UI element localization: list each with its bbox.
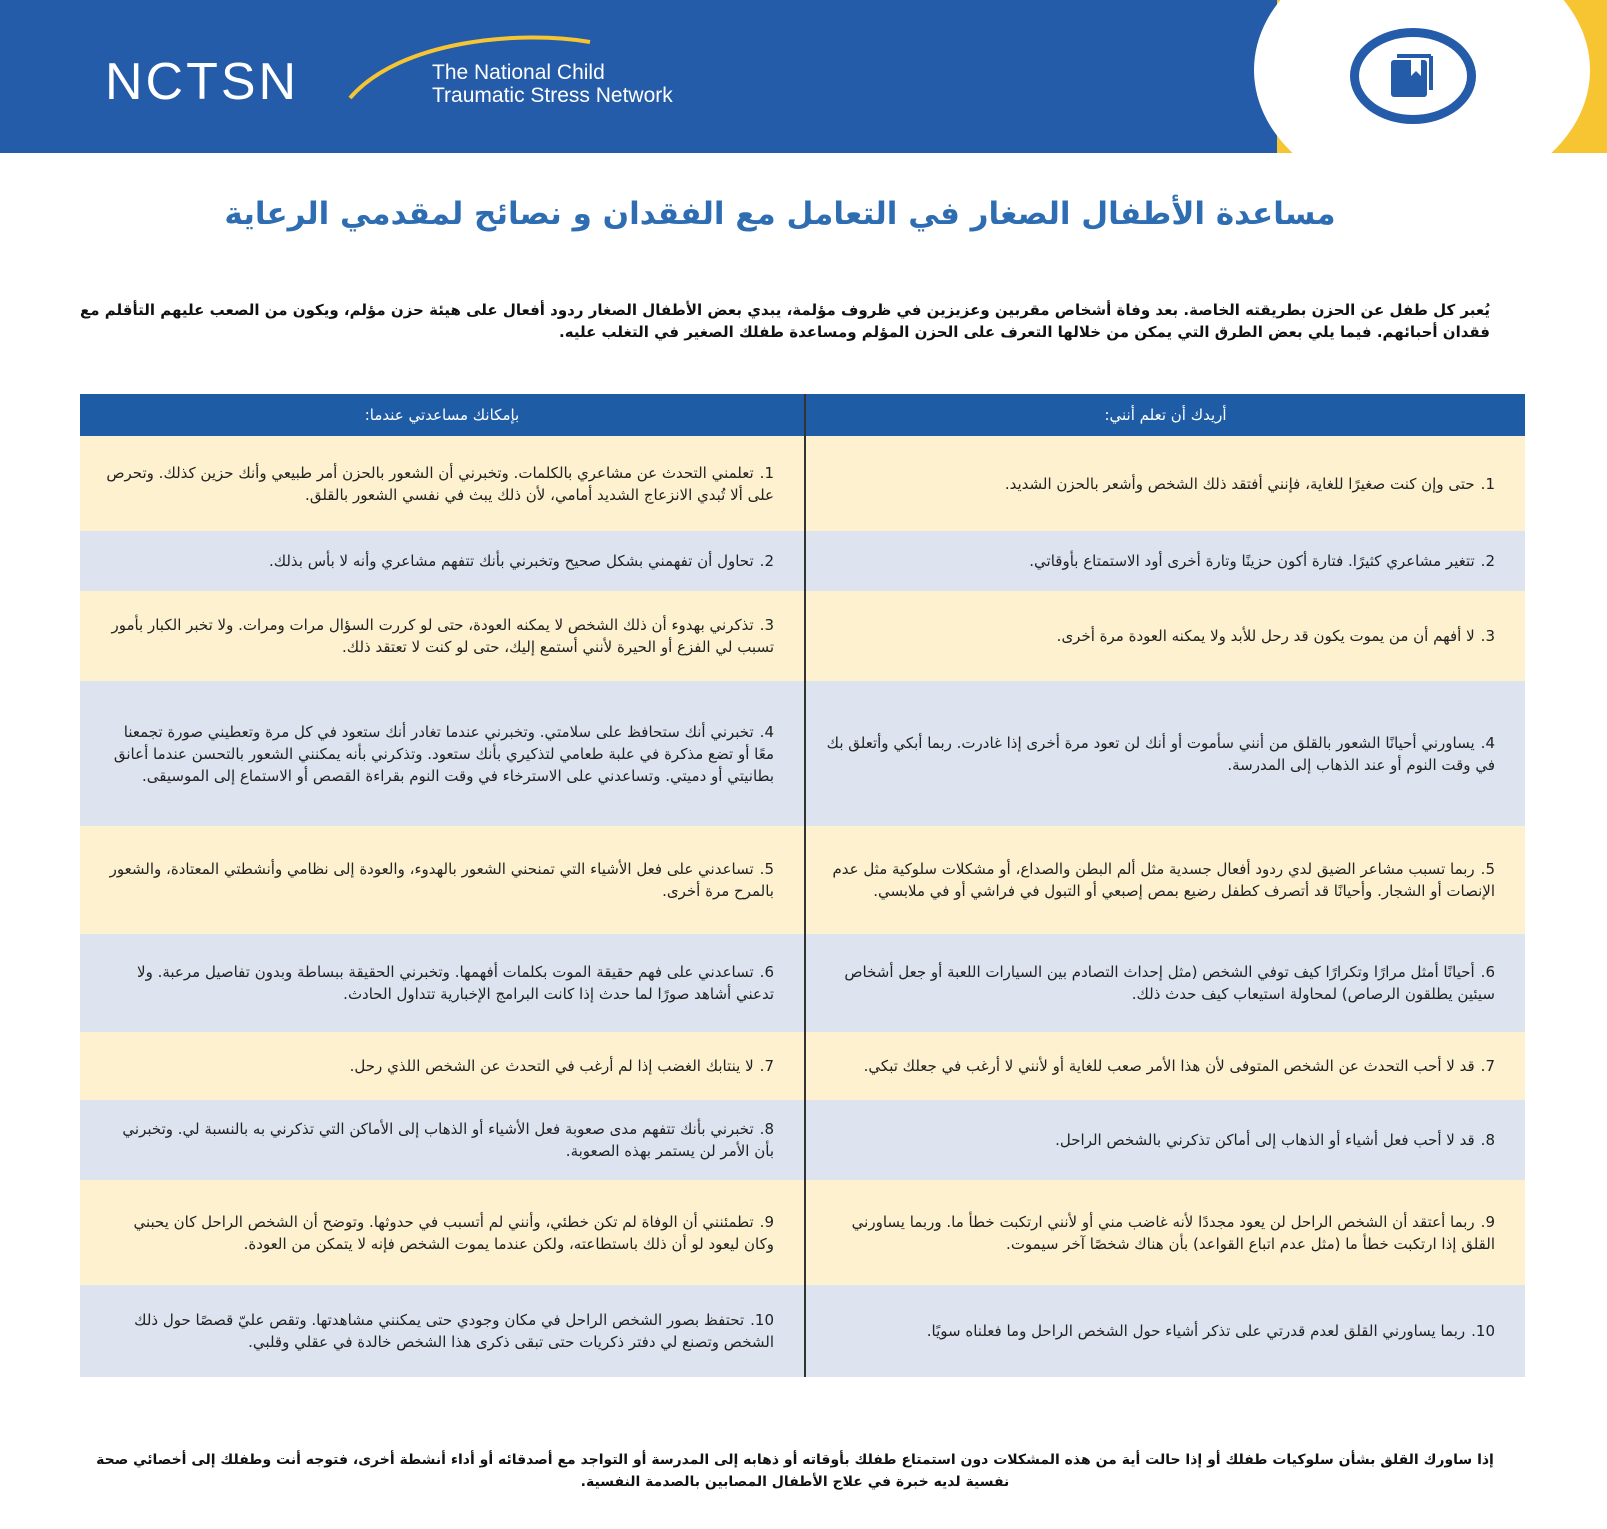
item-text: لا أفهم أن من يموت يكون قد رحل للأبد ولا يمكنه العودة مرة أخرى. [1056, 627, 1475, 645]
item-number: 8. [759, 1120, 774, 1138]
item-text: قد لا أحب فعل أشياء أو الذهاب إلى أماكن تذكرني بالشخص الراحل. [1055, 1131, 1475, 1149]
item-number: 5. [759, 860, 774, 878]
item-text: تخبرني أنك ستحافظ على سلامتي. وتخبرني عندما تغادر أنك ستعود في كل مرة وتعطيني صورة تجمعنا معًا أو تضع مذكرة في علبة طعامي لتذكيري بأنك ستعود. وتذكرني بأنه يمكنني الشعور بالتحسن عندما أعانق بطانيتي أو دميتي. وتساعدني على الاسترخاء في وقت النوم بقراءة القصص أو الاستماع إلى الموسيقى. [113, 722, 774, 785]
org-name-line1: The National Child [432, 61, 605, 84]
table-row [80, 934, 1525, 1032]
cell-want [805, 531, 1525, 591]
item-text: تحتفظ بصور الشخص الراحل في مكان وجودي حتى يمكنني مشاهدتها. وتقص عليّ قصصًا حول ذلك الشخص وتصنع لي دفتر ذكريات حتى تبقى ذكرى هذا الشخص خالدة في عقلي وقلبي. [134, 1311, 774, 1351]
item-text: أحيانًا أمثل مرارًا وتكرارًا كيف توفي الشخص (مثل إحداث التصادم بين السيارات اللعبة أو جعل أشخاص سيئين يطلقون الرصاص) لمحاولة استيعاب كيف حدث ذلك. [844, 963, 1495, 1003]
org-name-line2: Traumatic Stress Network [432, 84, 673, 107]
item-text: يساورني أحيانًا الشعور بالقلق من أنني سأموت أو أنك لن تعود مرة أخرى إذا غادرت. ربما أبكي وأتعلق بك في وقت النوم أو عند الذهاب إلى المدرسة. [826, 733, 1495, 774]
cell-help [80, 1285, 805, 1377]
item-text: قد لا أحب التحدث عن الشخص المتوفى لأن هذا الأمر صعب للغاية أو لأنني لا أرغب في جعلك تبكي. [863, 1057, 1475, 1075]
item-number: 7. [759, 1057, 774, 1075]
footer-note: إذا ساورك القلق بشأن سلوكيات طفلك أو إذا حالت أية من هذه المشكلات دون استمتاع طفلك بأوقاته أو ذهابه إلى المدرسة أو التواجد مع أصدقائه أو أداء أنشطة أخرى، فتوجه أنت وطفلك إلى أخصائي صحة نفسية لديه خبرة في علاج الأطفال المصابين بالصدمة النفسية. [96, 1452, 1494, 1490]
table-row [80, 1285, 1525, 1377]
table-row [80, 1180, 1525, 1285]
book-icon-shape [1389, 54, 1439, 99]
item-number: 10. [750, 1311, 774, 1329]
table-row [80, 531, 1525, 591]
cell-help [80, 1032, 805, 1100]
item-number: 3. [1480, 627, 1495, 645]
item-number: 6. [1480, 963, 1495, 981]
cell-want [805, 826, 1525, 934]
intro-paragraph: يُعبر كل طفل عن الحزن بطريقته الخاصة. بعد وفاة أشخاص مقربين وعزيزين في ظروف مؤلمة، يبدي بعض الأطفال الصغار ردود أفعال على هيئة حزن مؤلم، ويكون من الصعب عليهم التأقلم مع فقدان أحبائهم. فيما يلي بعض الطرق التي يمكن من خلالها التعرف على الحزن المؤلم ومساعدة طفلك الصغير في التغلب عليه. [80, 301, 1490, 341]
cell-want [805, 436, 1525, 531]
cell-help [80, 826, 805, 934]
cell-help [80, 436, 805, 531]
item-text: تعلمني التحدث عن مشاعري بالكلمات. وتخبرني أن الشعور بالحزن أمر طبيعي وأنك حزين كذلك. وتحرص على ألا تُبدي الانزعاج الشديد أمامي، لأن ذلك يبث في نفسي الشعور بالقلق. [106, 463, 774, 504]
item-text: ربما أعتقد أن الشخص الراحل لن يعود مجددًا لأنه غاضب مني أو لأنني ارتكبت خطأ ما. وربما يساورني القلق إذا ارتكبت خطأ ما (مثل عدم اتباع القواعد) بأن هناك شخصًا آخر سيموت. [851, 1212, 1495, 1253]
item-text: تتغير مشاعري كثيرًا. فتارة أكون حزينًا وتارة أخرى أود الاستمتاع بأوقاتي. [1029, 552, 1475, 570]
item-number: 4. [1480, 733, 1495, 752]
cell-want [805, 1100, 1525, 1180]
item-text: تذكرني بهدوء أن ذلك الشخص لا يمكنه العودة، حتى لو كررت السؤال مرات ومرات. ولا تخبر الكبار بأمور تسبب لي الفزع أو الحيرة لأنني أستمع إليك، حتى لو كنت لا تعتقد ذلك. [111, 616, 774, 656]
table-row [80, 826, 1525, 934]
table-row [80, 1100, 1525, 1180]
item-number: 5. [1480, 860, 1495, 878]
cell-want [805, 681, 1525, 826]
item-text: تطمئنني أن الوفاة لم تكن خطئي، وأنني لم أتسبب في حدوثها. وتوضح أن الشخص الراحل كان يحبني وكان ليعود لو أن ذلك باستطاعته، ولكن عندما يموت الشخص فإنه لا يتمكن من العودة. [133, 1212, 774, 1253]
table-row [80, 436, 1525, 531]
item-number: 9. [1480, 1212, 1495, 1231]
item-number: 4. [759, 722, 774, 741]
item-number: 6. [759, 963, 774, 981]
document-title: مساعدة الأطفال الصغار في التعامل مع الفقدان و نصائح لمقدمي الرعاية [224, 196, 1336, 232]
item-number: 10. [1471, 1322, 1495, 1340]
cell-help [80, 681, 805, 826]
cell-help [80, 591, 805, 681]
cell-want [805, 1180, 1525, 1285]
item-number: 7. [1480, 1057, 1495, 1075]
item-number: 1. [1480, 474, 1495, 493]
item-number: 8. [1480, 1131, 1495, 1149]
item-text: لا ينتابك الغضب إذا لم أرغب في التحدث عن الشخص اللذي رحل. [349, 1057, 754, 1075]
cell-want [805, 1032, 1525, 1100]
cell-help [80, 531, 805, 591]
item-text: ربما يساورني القلق لعدم قدرتي على تذكر أشياء حول الشخص الراحل وما فعلناه سويًا. [926, 1322, 1466, 1340]
tips-table [80, 394, 1525, 1377]
table-row [80, 591, 1525, 681]
cell-want [805, 934, 1525, 1032]
item-number: 9. [759, 1212, 774, 1231]
item-text: حتى وإن كنت صغيرًا للغاية، فإنني أفتقد ذلك الشخص وأشعر بالحزن الشديد. [1004, 474, 1475, 493]
item-text: تخبرني بأنك تتفهم مدى صعوبة فعل الأشياء أو الذهاب إلى الأماكن التي تذكرني به بالنسبة لي. وتخبرني بأن الأمر لن يستمر بهذه الصعوبة. [122, 1120, 774, 1160]
header-help: بإمكانك مساعدتي عندما: [80, 394, 805, 436]
cell-help [80, 934, 805, 1032]
table-row [80, 681, 1525, 826]
item-number: 2. [1480, 552, 1495, 570]
header-banner [0, 0, 1607, 153]
book-icon [1350, 28, 1476, 124]
item-number: 1. [759, 463, 774, 482]
item-text: تساعدني على فهم حقيقة الموت بكلمات أفهمها. وتخبرني الحقيقة ببساطة وبدون تفاصيل مرعبة. ولا تدعني أشاهد صورًا لما حدث إذا كانت البرامج الإخبارية تتداول الحادث. [137, 963, 774, 1003]
header-want: أريدك أن تعلم أنني: [805, 394, 1525, 436]
logo-text: NCTSN [105, 53, 300, 111]
item-text: تساعدني على فعل الأشياء التي تمنحني الشعور بالهدوء، والعودة إلى نظامي وأنشطتي المعتادة، والشعور بالمرح مرة أخرى. [109, 860, 774, 900]
item-text: ربما تسبب مشاعر الضيق لدي ردود أفعال جسدية مثل ألم البطن والصداع، أو مشكلات سلوكية مثل عدم الإنصات أو الشجار. وأحيانًا قد أتصرف كطفل رضيع بمص إصبعي أو التبول في فراشي أو في ملابسي. [832, 860, 1495, 900]
item-text: تحاول أن تفهمني بشكل صحيح وتخبرني بأنك تتفهم مشاعري وأنه لا بأس بذلك. [268, 552, 754, 570]
item-number: 3. [759, 616, 774, 634]
cell-want [805, 591, 1525, 681]
cell-want [805, 1285, 1525, 1377]
item-number: 2. [759, 552, 774, 570]
cell-help [80, 1180, 805, 1285]
table-row [80, 1032, 1525, 1100]
cell-help [80, 1100, 805, 1180]
table-header-row [80, 394, 1525, 436]
